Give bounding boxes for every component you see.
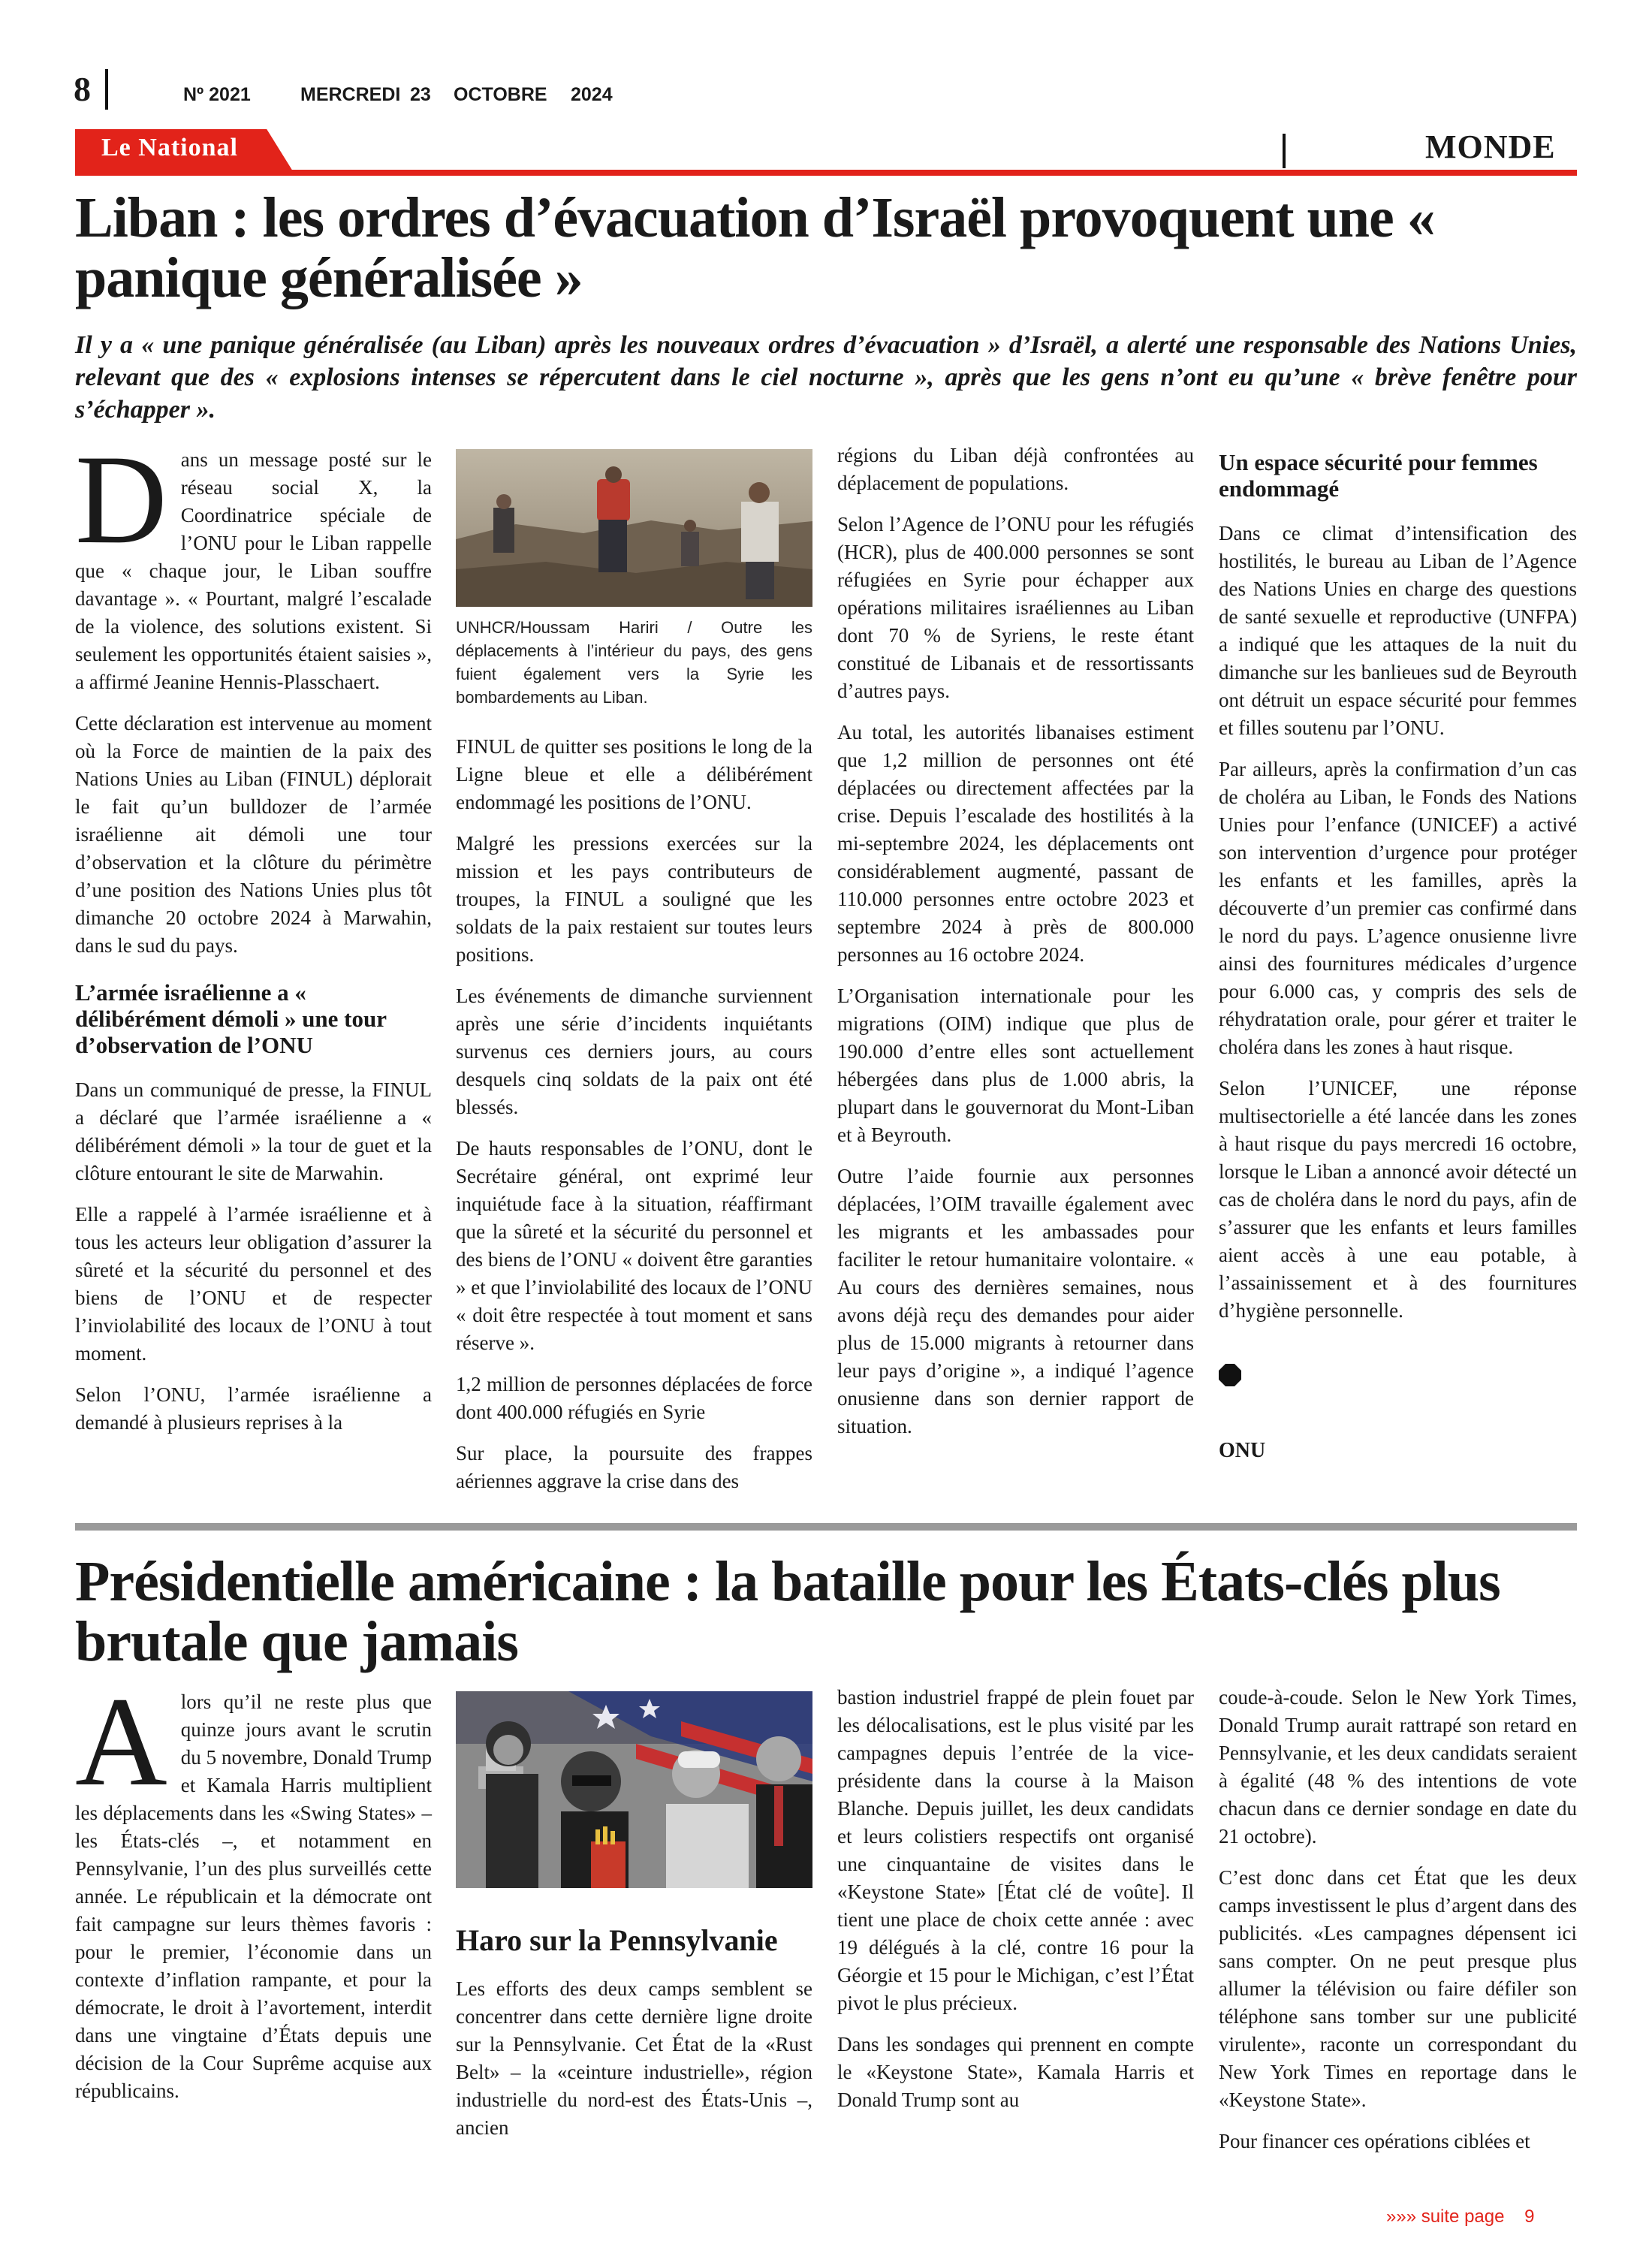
article1-paragraph: 1,2 million de personnes déplacées de force dont 400.000 réfugiés en Syrie — [456, 1373, 812, 1423]
article2-paragraph: Les efforts des deux camps semblent se concentrer dans cette dernière ligne droite sur la Pennsylvanie. Cet État de la «Rust Belt» – la «ceinture industrielle», région industrielle du nord-est des États-Unis –, ancien — [456, 1977, 812, 2139]
article2-subheading: Haro sur la Pennsylvanie — [456, 1923, 778, 1957]
article1-column-4 — [1219, 442, 1577, 1338]
article1-paragraph: régions du Liban déjà confrontées au déplacement de populations. — [837, 444, 1194, 494]
article1-paragraph: Au total, les autorités libanaises estiment que 1,2 million de personnes ont été déplacées ou directement affectées par la crise. Depuis l’escalade des hostilités à la mi-septembre 2024, les déplacements ont considérablement augmenté, passant de 110.000 personnes entre octobre 2023 et septembre 2024 à près de 800.000 personnes au 16 octobre 2024. — [837, 721, 1194, 966]
page-number: 8 — [74, 70, 91, 108]
article2-column-1 — [75, 1671, 432, 2119]
article2-paragraph: Pour financer ces opérations ciblées et — [1219, 2130, 1530, 2152]
article1-paragraph: Dans ce climat d’intensification des hostilités, le bureau au Liban de l’Agence des Nations Unies en charge des questions de santé sexuelle et reproductive (UNFPA) a indiqué que les attaques de la nuit du dimanche sur les banlieues sud de Beyrouth ont détruit un espace sécurité pour femmes et filles soutenu par l’ONU. — [1219, 522, 1577, 739]
article1-signature: ONU — [1219, 1439, 1266, 1462]
article2-photo — [456, 1691, 812, 1888]
article1-paragraph: Dans un communiqué de presse, la FINUL a déclaré que l’armée israélienne a « délibérément démoli » la tour de guet et la clôture entourant le site de Marwahin. — [75, 1078, 432, 1184]
article2-paragraph: bastion industriel frappé de plein fouet par les délocalisations, est le plus visité par les campagnes depuis l’entrée de la vice-présidente dans la course à la Maison Blanche. Depuis juillet, les deux candidats et leurs colistiers respectifs ont organisé une cinquantaine de visites dans le «Keystone State» [État clé de voûte]. Il tient une place de choix cette année : avec 19 délégués à la clé, contre 16 pour la Géorgie et 15 pour le Michigan, c’est l’État pivot le plus précieux. — [837, 1686, 1194, 2014]
issue-month: OCTOBRE — [454, 84, 547, 105]
article1-paragraph: Par ailleurs, après la confirmation d’un cas de choléra au Liban, le Fonds des Nations Unies pour l’enfance (UNICEF) a activé son intervention d’urgence pour protéger les enfants et les familles, après la découverte d’un premier cas confirmé dans le nord du pays. L’agence onusienne livre ainsi des fournitures médicales d’urgence pour 6.000 cas, y compris des sels de réhydratation orale, pour gérer et traiter le choléra dans les zones à haut risque. — [1219, 758, 1577, 1058]
article1-column-3 — [837, 442, 1194, 1454]
refugees-photo-image — [456, 449, 812, 607]
article1-paragraph: Selon l’ONU, l’armée israélienne a demandé à plusieurs reprises à la — [75, 1383, 432, 1434]
article2-paragraph-text: lors qu’il ne reste plus que quinze jours avant le scrutin du 5 novembre, Donald Trump et Kamala Harris multiplient les déplacements dans les «Swing States» – les États-clés –, et notamment en Pennsylvanie, l’un des plus surveillés cette année. Le républicain et la démocrate ont fait campagne sur leurs thèmes favoris : pour le premier, l’économie dans un contexte d’inflation rampante, et pour la démocrate, le droit à l’avortement, interdit dans une vingtaine d’États depuis une décision de la Cour Suprême acquise aux républicains. — [75, 1691, 432, 2102]
article1-subheading: Un espace sécurité pour femmes endommagé — [1219, 449, 1538, 502]
article1-paragraph: L’Organisation internationale pour les migrations (OIM) indique que plus de 190.000 d’entre elles sont actuellement hébergées dans plus de 1.000 abris, la plupart dans le gouvernorat du Mont-Liban et à Beyrouth. — [837, 985, 1194, 1146]
brand-logo: Le National — [101, 134, 238, 161]
article1-column-2 — [456, 733, 812, 1509]
article1-column-1 — [75, 429, 432, 1450]
article1-dropcap: D — [75, 429, 167, 570]
header-rule — [75, 170, 1577, 176]
issue-weekday: MERCREDI — [300, 84, 401, 105]
article1-paragraph: De hauts responsables de l’ONU, dont le Secrétaire général, ont exprimé leur inquiétude face à la situation, réaffirmant que la sûreté et la sécurité du personnel et des biens de l’ONU « doivent être garanties » et que l’inviolabilité des locaux de l’ONU « doit être respectée à tout moment et sans réserve ». — [456, 1137, 812, 1354]
article1-paragraph: Elle a rappelé à l’armée israélienne et à tous les acteurs leur obligation d’assurer la sûreté et la sécurité du personnel et des biens de l’ONU et de respecter l’inviolabilité des locaux de l’ONU à tout moment. — [75, 1203, 432, 1365]
continued-page-number: 9 — [1524, 2206, 1535, 2227]
section-label: MONDE — [1425, 128, 1556, 165]
issue-year: 2024 — [571, 84, 613, 105]
article-separator — [75, 1523, 1577, 1531]
article1-paragraph: FINUL de quitter ses positions le long de la Ligne bleue et elle a délibérément endommagé les positions de l’ONU. — [456, 735, 812, 813]
page-number-divider — [105, 69, 108, 110]
continued-label: »»» suite page — [1386, 2206, 1505, 2227]
article2-paragraph: C’est donc dans cet État que les deux camps investissent le plus d’argent dans des publicités. «Les campagnes dépensent ici sans compter. On ne peut presque plus allumer la télévision ou faire défiler son téléphone sans tomber sur une publicité virulente», raconte un correspondant du New York Times en reportage dans le «Keystone State». — [1219, 1866, 1577, 2111]
article2-column-3 — [837, 1684, 1194, 2128]
article2-headline: Présidentielle américaine : la bataille pour les États-clés plus brutale que jamais — [75, 1550, 1500, 1673]
article2-column-4 — [1219, 1684, 1577, 2169]
article1-photo — [456, 449, 812, 607]
issue-day: 23 — [410, 84, 431, 105]
article2-paragraph — [75, 1671, 432, 2105]
article1-paragraph: Outre l’aide fournie aux personnes déplacées, l’OIM travaille également avec les migrants et les ambassades pour faciliter le retour humanitaire volontaire. « Au cours des dernières semaines, nous avons déjà reçu des demandes pour aider plus de 15.000 migrants à retourner dans leur pays d’origine », a indiqué l’agence onusienne dans son dernier rapport de situation. — [837, 1165, 1194, 1437]
section-divider — [1283, 134, 1286, 168]
article1-paragraph: Les événements de dimanche surviennent après une série d’incidents inquiétants survenus ces derniers jours, au cours desquels cinq soldats de la paix ont été blessés. — [456, 985, 812, 1118]
article1-headline: Liban : les ordres d’évacuation d’Israël provoquent une « panique généralisée » — [75, 186, 1435, 309]
article2-paragraph: Dans les sondages qui prennent en compte le «Keystone State», Kamala Harris et Donald Trump sont au — [837, 2033, 1194, 2111]
article1-paragraph: Selon l’UNICEF, une réponse multisectorielle a été lancée dans les zones à haut risque du pays mercredi 16 octobre, lorsque le Liban a annoncé avoir détecté un cas de choléra dans le nord du pays, afin de s’assurer que les enfants et leurs familles aient accès à une eau potable, à l’assainissement et à des fournitures d’hygiène personnelle. — [1219, 1077, 1577, 1322]
article1-photo-caption: UNHCR/Houssam Hariri / Outre les déplacements à l’intérieur du pays, des gens fuient également vers la Syrie les bombardements au Liban. — [456, 618, 812, 707]
article1-paragraph: Malgré les pressions exercées sur la mission et les pays contributeurs de troupes, la FINUL a souligné que les soldats de la paix restaient sur toutes leurs positions. — [456, 832, 812, 966]
article1-paragraph: Cette déclaration est intervenue au moment où la Force de maintien de la paix des Nations Unies au Liban (FINUL) déplorait le fait qu’un bulldozer de l’armée israélienne ait démoli une tour d’observation et la clôture du périmètre d’une position des Nations Unies plus tôt dimanche 20 octobre 2024 à Marwahin, dans le sud du pays. — [75, 712, 432, 957]
article1-paragraph — [75, 429, 432, 696]
article-end-icon — [1219, 1364, 1241, 1386]
article2-paragraph: coude-à-coude. Selon le New York Times, Donald Trump aurait rattrapé son retard en Pennsylvanie, et les deux candidats seraient à égalité (48 % des intentions de vote chacun dans ce dernier sondage en date du 21 octobre). — [1219, 1686, 1577, 1847]
issue-number: Nº 2021 — [183, 84, 251, 105]
article1-paragraph: Selon l’Agence de l’ONU pour les réfugiés (HCR), plus de 400.000 personnes se sont réfugiées en Syrie pour échapper aux opérations militaires israéliennes au Liban dont 70 % de Syriens, le reste étant constitué de Libanais et de ressortissants d’autres pays. — [837, 513, 1194, 702]
article2-dropcap: A — [75, 1671, 167, 1812]
article2-column-2 — [456, 1975, 812, 2155]
continued-on-page-link[interactable] — [1386, 2206, 1535, 2227]
article1-paragraph-text: ans un message posté sur le réseau social X, la Coordinatrice spéciale de l’ONU pour le Liban rappelle que « chaque jour, le Liban souffre davantage ». « Pourtant, malgré l’escalade de la violence, des solutions existent. Si seulement les opportunités étaient saisies », a affirmé Jeanine Hennis-Plasschaert. — [75, 448, 432, 693]
article1-subheading: L’armée israélienne a « délibérément démoli » une tour d’observation de l’ONU — [75, 979, 387, 1058]
article1-paragraph: Sur place, la poursuite des frappes aériennes aggrave la crise dans des — [456, 1442, 812, 1492]
article1-lead: Il y a « une panique généralisée (au Liban) après les nouveaux ordres d’évacuation » d’Israël, a alerté une responsable des Nations Unies, relevant que des « explosions intenses se répercutent dans le ciel nocturne », après que les gens n’ont eu qu’une « brève fenêtre pour s’échapper ». — [75, 331, 1577, 424]
candidates-collage-image — [456, 1691, 812, 1888]
